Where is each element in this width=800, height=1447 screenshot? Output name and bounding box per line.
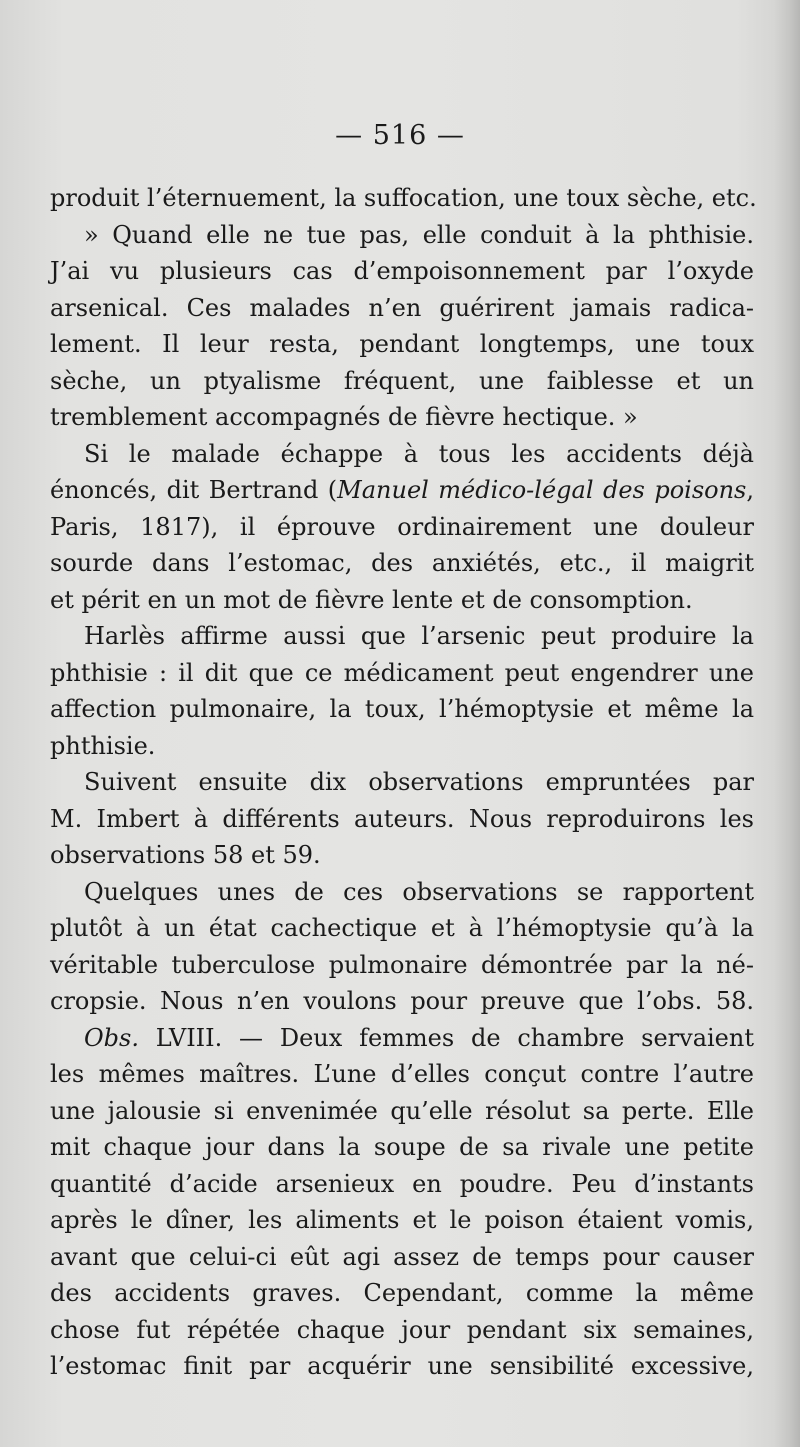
text-line: lement. Il leur resta, pendant longtemps, une toux [50,330,754,358]
text-line: Quelques unes de ces observations se rapportent [84,877,754,906]
text-line: des accidents graves. Cependant, comme la même [50,1279,754,1307]
body-text [50,180,757,1385]
text-line: phthisie : il dit que ce médicament peut engendrer une [50,658,754,687]
text-line: affection pulmonaire, la toux, l’hémoptysie et même la [50,695,754,723]
text-line: plutôt à un état cachectique et à l’hémoptysie qu’à la [50,914,754,942]
text-line: » Quand elle ne tue pas, elle conduit à la phthisie. [84,220,754,249]
page-number: — 516 — [335,120,465,151]
text-line: chose fut répétée chaque jour pendant six semaines, [50,1315,754,1344]
text-line [50,1020,754,1057]
text-line: après le dîner, les aliments et le poison étaient vomis, [50,1206,754,1234]
text-line: et périt en un mot de fièvre lente et de consomption. [50,585,693,614]
text-line: produit l’éternuement, la suffocation, une toux sèche, etc. [50,184,757,212]
text-line: les mêmes maîtres. L’une d’elles conçut contre l’autre [50,1060,754,1088]
text-line: sourde dans l’estomac, des anxiétés, etc., il maigrit [50,549,754,577]
text-segment: , [746,476,754,504]
text-line: J’ai vu plusieurs cas d’empoisonnement par l’oxyde [50,257,754,285]
text-segment: LVIII. — Deux femmes de chambre servaient [138,1023,754,1052]
text-line: une jalousie si envenimée qu’elle résolut sa perte. Elle [50,1096,754,1125]
italic-text: Obs. [84,1023,139,1052]
text-line: tremblement accompagnés de fièvre hectique. » [50,403,638,431]
text-segment: énoncés, dit Bertrand ( [50,476,338,504]
page-edge-shadow [774,0,800,1447]
text-line: observations 58 et 59. [50,841,321,869]
text-line: Suivent ensuite dix observations empruntées par [84,768,754,796]
text-line: mit chaque jour dans la soupe de sa rivale une petite [50,1133,754,1161]
text-line: arsenical. Ces malades n’en guérirent jamais radica- [50,293,754,322]
italic-text: Manuel médico-légal des poisons [337,476,747,504]
text-line: phthisie. [50,731,156,760]
text-line: cropsie. Nous n’en voulons pour preuve que l’obs. 58. [50,987,754,1015]
text-line: quantité d’acide arsenieux en poudre. Peu d’instants [50,1169,754,1198]
text-line: sèche, un ptyalisme fréquent, une faiblesse et un [50,366,754,395]
text-line: véritable tuberculose pulmonaire démontrée par la né- [50,950,754,979]
text-line: M. Imbert à différents auteurs. Nous reproduirons les [50,804,754,833]
text-line: avant que celui-ci eût agi assez de temps pour causer [50,1242,754,1271]
text-line [50,472,754,509]
text-line: Paris, 1817), il éprouve ordinairement une douleur [50,512,754,541]
text-line: l’estomac finit par acquérir une sensibilité excessive, [50,1352,754,1380]
text-line: Si le malade échappe à tous les accidents déjà [84,439,754,468]
text-line: Harlès affirme aussi que l’arsenic peut produire la [84,622,754,650]
